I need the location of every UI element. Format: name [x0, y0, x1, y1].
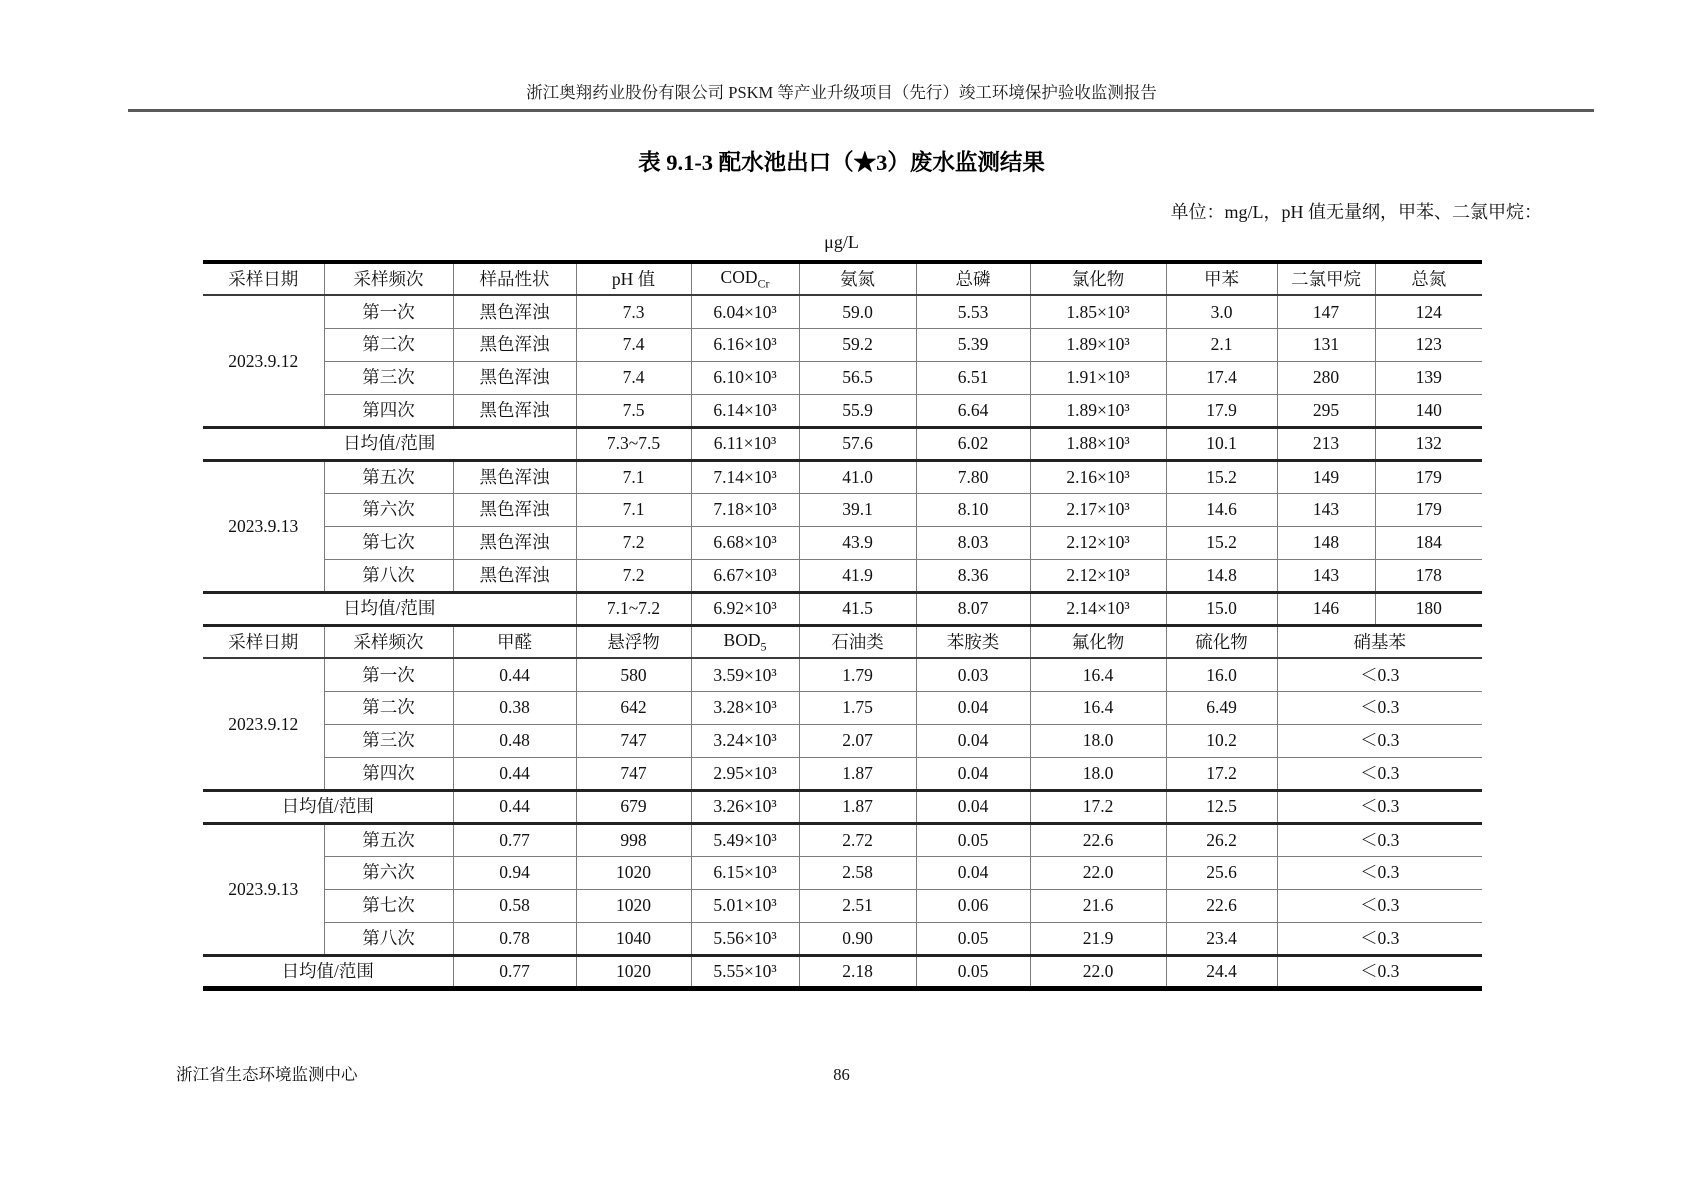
value-cell: 0.90	[799, 922, 916, 955]
value-cell: 2.17×10³	[1030, 493, 1166, 526]
frequency-cell: 第五次	[324, 460, 453, 493]
value-cell: 1.75	[799, 691, 916, 724]
value-cell: 17.2	[1166, 757, 1277, 790]
avg-value-cell: ＜0.3	[1277, 790, 1482, 823]
value-cell: 3.28×10³	[691, 691, 799, 724]
value-cell: 22.6	[1166, 889, 1277, 922]
value-cell: 6.64	[916, 394, 1030, 427]
header-cell: 氟化物	[1030, 625, 1166, 658]
avg-label-cell: 日均值/范围	[203, 427, 576, 460]
value-cell: 39.1	[799, 493, 916, 526]
frequency-cell: 第三次	[324, 724, 453, 757]
value-cell: 16.0	[1166, 658, 1277, 691]
header-cell: pH 值	[576, 262, 691, 295]
table-header-row	[203, 625, 1482, 658]
value-cell: ＜0.3	[1277, 856, 1482, 889]
value-cell: 179	[1375, 493, 1482, 526]
header-cell: 总氮	[1375, 262, 1482, 295]
avg-value-cell: 2.14×10³	[1030, 592, 1166, 625]
header-cell	[691, 625, 799, 658]
appearance-cell: 黑色浑浊	[453, 328, 576, 361]
value-cell: 7.1	[576, 493, 691, 526]
value-cell: ＜0.3	[1277, 889, 1482, 922]
frequency-cell: 第六次	[324, 493, 453, 526]
avg-value-cell: 17.2	[1030, 790, 1166, 823]
frequency-cell: 第七次	[324, 526, 453, 559]
table-data-row	[203, 823, 1482, 856]
value-cell: 6.51	[916, 361, 1030, 394]
value-cell: 17.9	[1166, 394, 1277, 427]
table-data-row	[203, 394, 1482, 427]
value-cell: 7.18×10³	[691, 493, 799, 526]
value-cell: 14.6	[1166, 493, 1277, 526]
header-cell	[691, 262, 799, 295]
header-cell: 甲醛	[453, 625, 576, 658]
value-cell: ＜0.3	[1277, 757, 1482, 790]
table-data-row	[203, 361, 1482, 394]
value-cell: 2.95×10³	[691, 757, 799, 790]
value-cell: 14.8	[1166, 559, 1277, 592]
value-cell: 1.89×10³	[1030, 328, 1166, 361]
value-cell: 6.49	[1166, 691, 1277, 724]
value-cell: 0.06	[916, 889, 1030, 922]
report-header: 浙江奥翔药业股份有限公司 PSKM 等产业升级项目（先行）竣工环境保护验收监测报告	[526, 83, 1157, 102]
header-divider	[128, 109, 1594, 112]
frequency-cell: 第六次	[324, 856, 453, 889]
value-cell: 1.89×10³	[1030, 394, 1166, 427]
value-cell: 5.39	[916, 328, 1030, 361]
value-cell: 2.07	[799, 724, 916, 757]
avg-value-cell: 22.0	[1030, 955, 1166, 988]
value-cell: 41.0	[799, 460, 916, 493]
value-cell: 6.16×10³	[691, 328, 799, 361]
avg-value-cell: ＜0.3	[1277, 955, 1482, 988]
avg-value-cell: 24.4	[1166, 955, 1277, 988]
value-cell: 149	[1277, 460, 1375, 493]
value-cell: 1.85×10³	[1030, 295, 1166, 328]
value-cell: 0.05	[916, 823, 1030, 856]
value-cell: 0.03	[916, 658, 1030, 691]
value-cell: 143	[1277, 493, 1375, 526]
header-cell: 苯胺类	[916, 625, 1030, 658]
avg-value-cell: 57.6	[799, 427, 916, 460]
value-cell: ＜0.3	[1277, 724, 1482, 757]
value-cell: 998	[576, 823, 691, 856]
value-cell: 7.5	[576, 394, 691, 427]
footer-organization: 浙江省生态环境监测中心	[176, 1065, 358, 1084]
unit-note-line1: 单位：mg/L，pH 值无量纲，甲苯、二氯甲烷：	[1170, 202, 1542, 222]
table-data-row	[203, 493, 1482, 526]
value-cell: 56.5	[799, 361, 916, 394]
frequency-cell: 第四次	[324, 757, 453, 790]
avg-value-cell: 10.1	[1166, 427, 1277, 460]
value-cell: 280	[1277, 361, 1375, 394]
header-cell: 悬浮物	[576, 625, 691, 658]
table-header-row	[203, 262, 1482, 295]
monitoring-results-table	[203, 260, 1482, 991]
value-cell: 2.58	[799, 856, 916, 889]
value-cell: 6.14×10³	[691, 394, 799, 427]
header-cell: 甲苯	[1166, 262, 1277, 295]
avg-value-cell: 0.77	[453, 955, 576, 988]
value-cell: 7.2	[576, 559, 691, 592]
table-data-row	[203, 559, 1482, 592]
value-cell: 747	[576, 724, 691, 757]
value-cell: 7.14×10³	[691, 460, 799, 493]
value-cell: 0.04	[916, 856, 1030, 889]
value-cell: 147	[1277, 295, 1375, 328]
appearance-cell: 黑色浑浊	[453, 394, 576, 427]
frequency-cell: 第二次	[324, 691, 453, 724]
avg-value-cell: 6.92×10³	[691, 592, 799, 625]
appearance-cell: 黑色浑浊	[453, 295, 576, 328]
value-cell: 5.01×10³	[691, 889, 799, 922]
header-cell-main: BOD	[723, 629, 761, 650]
appearance-cell: 黑色浑浊	[453, 361, 576, 394]
value-cell: 17.4	[1166, 361, 1277, 394]
avg-value-cell: 0.04	[916, 790, 1030, 823]
header-cell-sub: Cr	[757, 276, 770, 291]
table-data-row	[203, 658, 1482, 691]
value-cell: 21.6	[1030, 889, 1166, 922]
appearance-cell: 黑色浑浊	[453, 526, 576, 559]
avg-value-cell: 7.1~7.2	[576, 592, 691, 625]
value-cell: 8.36	[916, 559, 1030, 592]
table-data-row	[203, 757, 1482, 790]
value-cell: 123	[1375, 328, 1482, 361]
value-cell: 23.4	[1166, 922, 1277, 955]
avg-value-cell: 15.0	[1166, 592, 1277, 625]
value-cell: 0.48	[453, 724, 576, 757]
date-cell: 2023.9.12	[203, 295, 324, 427]
value-cell: 0.77	[453, 823, 576, 856]
avg-value-cell: 7.3~7.5	[576, 427, 691, 460]
value-cell: 0.44	[453, 658, 576, 691]
table-data-row	[203, 526, 1482, 559]
value-cell: 18.0	[1030, 757, 1166, 790]
value-cell: 124	[1375, 295, 1482, 328]
value-cell: 580	[576, 658, 691, 691]
table-data-row	[203, 889, 1482, 922]
appearance-cell: 黑色浑浊	[453, 559, 576, 592]
value-cell: 15.2	[1166, 460, 1277, 493]
value-cell: 3.0	[1166, 295, 1277, 328]
value-cell: 1.79	[799, 658, 916, 691]
value-cell: 148	[1277, 526, 1375, 559]
table-data-row	[203, 724, 1482, 757]
value-cell: 6.10×10³	[691, 361, 799, 394]
avg-value-cell: 213	[1277, 427, 1375, 460]
daily-average-row	[203, 427, 1482, 460]
value-cell: 41.9	[799, 559, 916, 592]
value-cell: 184	[1375, 526, 1482, 559]
value-cell: 3.24×10³	[691, 724, 799, 757]
value-cell: 7.2	[576, 526, 691, 559]
header-cell-main: COD	[720, 266, 758, 287]
value-cell: 5.49×10³	[691, 823, 799, 856]
unit-note-line2: μg/L	[824, 232, 859, 252]
value-cell: 0.78	[453, 922, 576, 955]
header-cell: 硝基苯	[1277, 625, 1482, 658]
header-cell: 氯化物	[1030, 262, 1166, 295]
value-cell: 0.04	[916, 757, 1030, 790]
frequency-cell: 第八次	[324, 559, 453, 592]
header-cell: 采样日期	[203, 262, 324, 295]
value-cell: 0.94	[453, 856, 576, 889]
value-cell: 7.3	[576, 295, 691, 328]
appearance-cell: 黑色浑浊	[453, 460, 576, 493]
page-number: 86	[833, 1065, 850, 1084]
table-data-row	[203, 691, 1482, 724]
avg-value-cell: 180	[1375, 592, 1482, 625]
header-cell: 总磷	[916, 262, 1030, 295]
value-cell: 15.2	[1166, 526, 1277, 559]
daily-average-row	[203, 592, 1482, 625]
header-cell: 采样频次	[324, 262, 453, 295]
value-cell: 2.72	[799, 823, 916, 856]
value-cell: 1040	[576, 922, 691, 955]
value-cell: 1020	[576, 856, 691, 889]
value-cell: ＜0.3	[1277, 922, 1482, 955]
value-cell: 2.51	[799, 889, 916, 922]
avg-value-cell: 1.87	[799, 790, 916, 823]
header-cell: 二氯甲烷	[1277, 262, 1375, 295]
value-cell: 0.38	[453, 691, 576, 724]
value-cell: 55.9	[799, 394, 916, 427]
value-cell: 131	[1277, 328, 1375, 361]
value-cell: 2.12×10³	[1030, 526, 1166, 559]
avg-label-cell: 日均值/范围	[203, 955, 453, 988]
avg-value-cell: 1.88×10³	[1030, 427, 1166, 460]
header-cell-sub: 5	[760, 639, 767, 654]
table-caption: 表 9.1-3 配水池出口（★3）废水监测结果	[638, 150, 1045, 175]
value-cell: 2.16×10³	[1030, 460, 1166, 493]
value-cell: 0.44	[453, 757, 576, 790]
value-cell: 25.6	[1166, 856, 1277, 889]
avg-value-cell: 6.11×10³	[691, 427, 799, 460]
daily-average-row	[203, 955, 1482, 988]
header-cell: 采样频次	[324, 625, 453, 658]
value-cell: 2.12×10³	[1030, 559, 1166, 592]
value-cell: 747	[576, 757, 691, 790]
value-cell: 1.87	[799, 757, 916, 790]
value-cell: 2.1	[1166, 328, 1277, 361]
avg-value-cell: 12.5	[1166, 790, 1277, 823]
value-cell: 18.0	[1030, 724, 1166, 757]
avg-value-cell: 679	[576, 790, 691, 823]
value-cell: 0.04	[916, 724, 1030, 757]
date-cell: 2023.9.13	[203, 823, 324, 955]
value-cell: 295	[1277, 394, 1375, 427]
avg-value-cell: 132	[1375, 427, 1482, 460]
value-cell: 140	[1375, 394, 1482, 427]
value-cell: 8.03	[916, 526, 1030, 559]
avg-label-cell: 日均值/范围	[203, 790, 453, 823]
avg-value-cell: 0.44	[453, 790, 576, 823]
frequency-cell: 第一次	[324, 295, 453, 328]
value-cell: 642	[576, 691, 691, 724]
value-cell: 59.2	[799, 328, 916, 361]
date-cell: 2023.9.13	[203, 460, 324, 592]
value-cell: 10.2	[1166, 724, 1277, 757]
value-cell: 178	[1375, 559, 1482, 592]
header-cell: 硫化物	[1166, 625, 1277, 658]
value-cell: 22.0	[1030, 856, 1166, 889]
value-cell: 7.1	[576, 460, 691, 493]
value-cell: 6.68×10³	[691, 526, 799, 559]
value-cell: 139	[1375, 361, 1482, 394]
value-cell: 16.4	[1030, 691, 1166, 724]
frequency-cell: 第八次	[324, 922, 453, 955]
appearance-cell: 黑色浑浊	[453, 493, 576, 526]
value-cell: 0.05	[916, 922, 1030, 955]
value-cell: 7.4	[576, 328, 691, 361]
value-cell: ＜0.3	[1277, 823, 1482, 856]
header-cell: 样品性状	[453, 262, 576, 295]
value-cell: 1.91×10³	[1030, 361, 1166, 394]
value-cell: 43.9	[799, 526, 916, 559]
table-data-row	[203, 460, 1482, 493]
avg-value-cell: 41.5	[799, 592, 916, 625]
avg-value-cell: 1020	[576, 955, 691, 988]
header-cell: 采样日期	[203, 625, 324, 658]
value-cell: 6.04×10³	[691, 295, 799, 328]
frequency-cell: 第三次	[324, 361, 453, 394]
header-cell: 氨氮	[799, 262, 916, 295]
frequency-cell: 第五次	[324, 823, 453, 856]
value-cell: 7.4	[576, 361, 691, 394]
table-data-row	[203, 295, 1482, 328]
value-cell: 0.58	[453, 889, 576, 922]
value-cell: ＜0.3	[1277, 658, 1482, 691]
table-data-row	[203, 856, 1482, 889]
value-cell: 7.80	[916, 460, 1030, 493]
value-cell: 59.0	[799, 295, 916, 328]
value-cell: 179	[1375, 460, 1482, 493]
frequency-cell: 第一次	[324, 658, 453, 691]
table-data-row	[203, 922, 1482, 955]
value-cell: 6.15×10³	[691, 856, 799, 889]
value-cell: ＜0.3	[1277, 691, 1482, 724]
value-cell: 1020	[576, 889, 691, 922]
value-cell: 26.2	[1166, 823, 1277, 856]
value-cell: 21.9	[1030, 922, 1166, 955]
avg-value-cell: 8.07	[916, 592, 1030, 625]
value-cell: 22.6	[1030, 823, 1166, 856]
avg-value-cell: 146	[1277, 592, 1375, 625]
avg-value-cell: 5.55×10³	[691, 955, 799, 988]
avg-label-cell: 日均值/范围	[203, 592, 576, 625]
header-cell: 石油类	[799, 625, 916, 658]
value-cell: 143	[1277, 559, 1375, 592]
value-cell: 16.4	[1030, 658, 1166, 691]
daily-average-row	[203, 790, 1482, 823]
value-cell: 5.56×10³	[691, 922, 799, 955]
value-cell: 6.67×10³	[691, 559, 799, 592]
table-data-row	[203, 328, 1482, 361]
date-cell: 2023.9.12	[203, 658, 324, 790]
avg-value-cell: 0.05	[916, 955, 1030, 988]
value-cell: 5.53	[916, 295, 1030, 328]
frequency-cell: 第二次	[324, 328, 453, 361]
avg-value-cell: 2.18	[799, 955, 916, 988]
value-cell: 0.04	[916, 691, 1030, 724]
avg-value-cell: 6.02	[916, 427, 1030, 460]
frequency-cell: 第七次	[324, 889, 453, 922]
value-cell: 8.10	[916, 493, 1030, 526]
avg-value-cell: 3.26×10³	[691, 790, 799, 823]
frequency-cell: 第四次	[324, 394, 453, 427]
value-cell: 3.59×10³	[691, 658, 799, 691]
